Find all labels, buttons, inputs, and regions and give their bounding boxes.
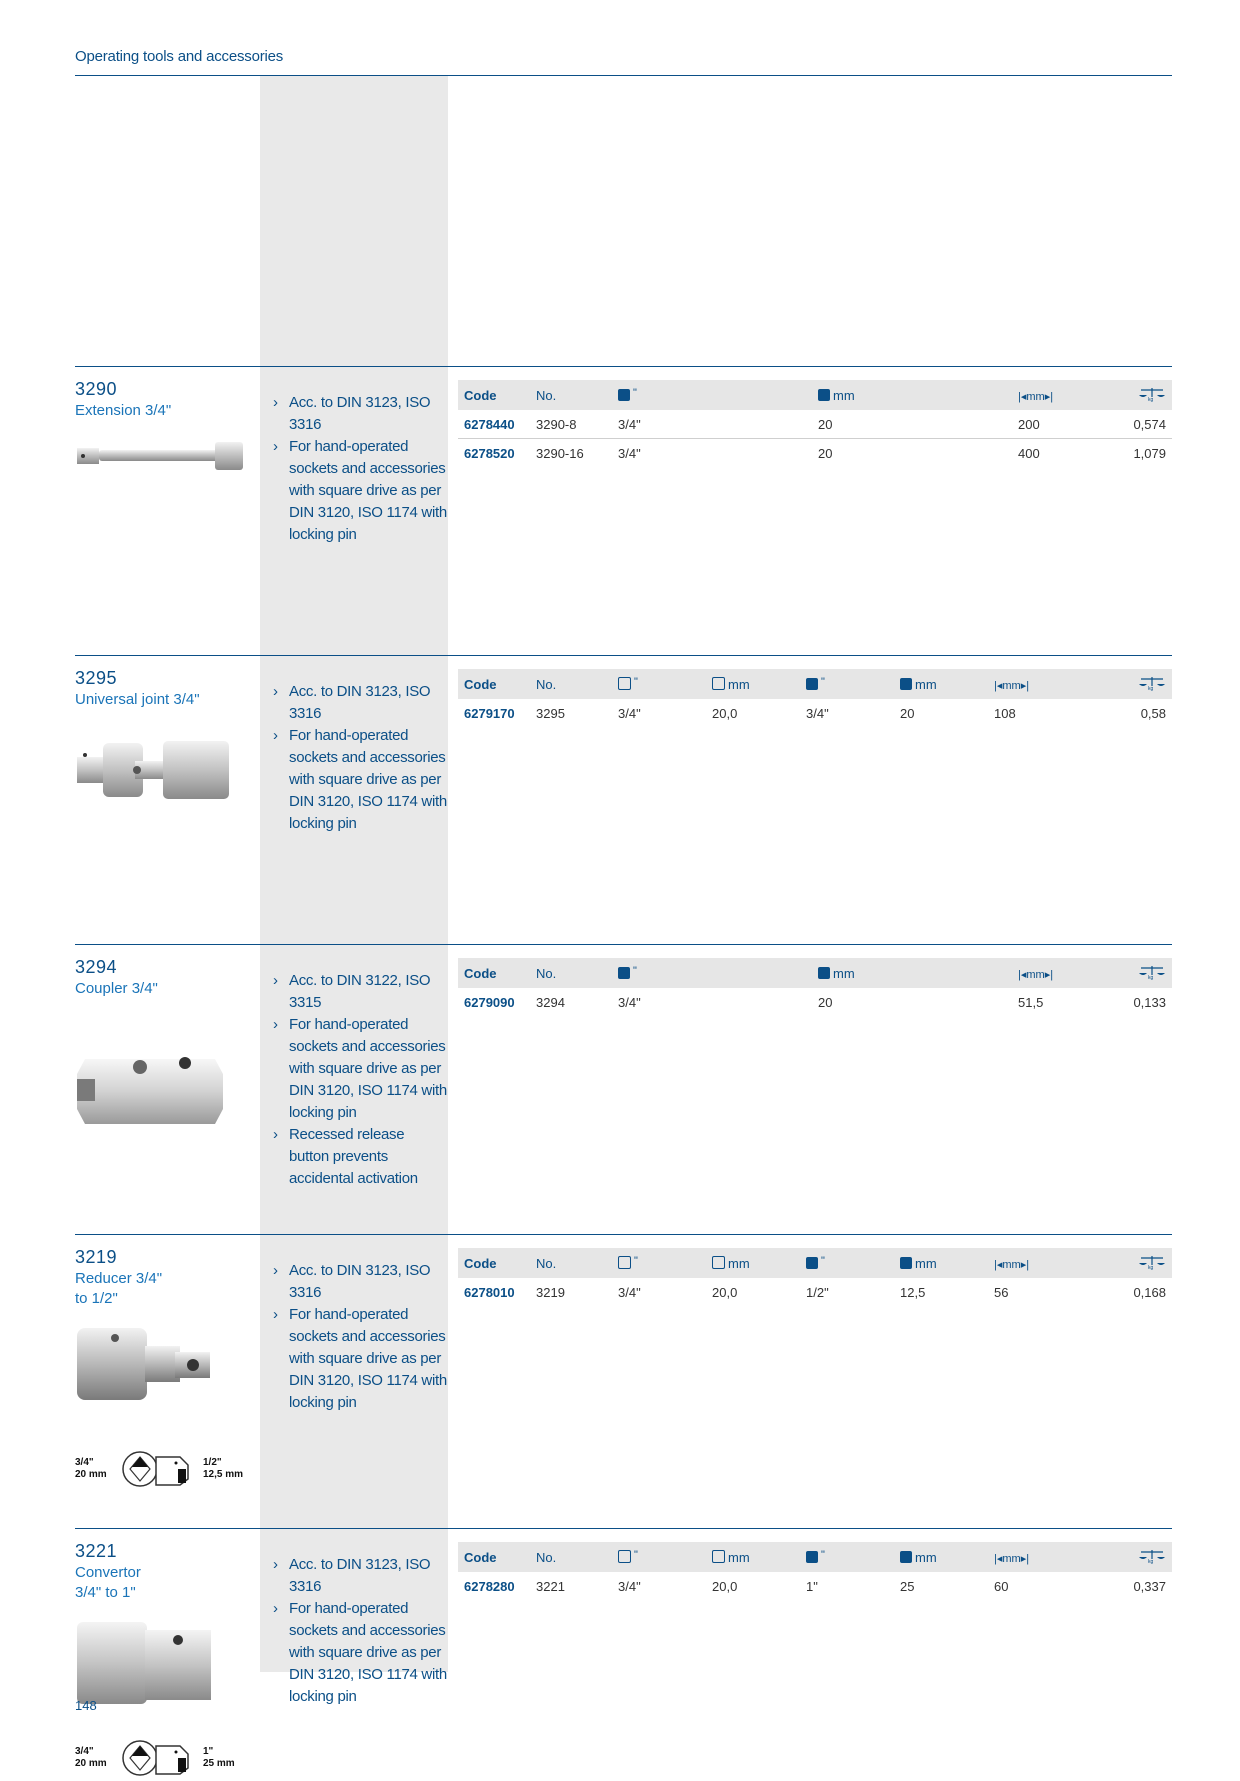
- product-number: 3290: [75, 379, 118, 399]
- length-unit-label: mm: [1002, 1258, 1021, 1271]
- col-output-mm: [812, 958, 1012, 988]
- scale-weight-icon: [1138, 964, 1166, 980]
- cell-no: 3290-8: [530, 410, 612, 439]
- chevron-right-icon: ›: [273, 683, 278, 700]
- scale-weight-icon: [1138, 675, 1166, 691]
- table-row: [458, 699, 1172, 727]
- cell-output-inch: 1": [806, 1578, 818, 1594]
- product-image: [75, 1324, 215, 1409]
- col-no: No.: [530, 958, 612, 988]
- diagram-right-inch: 1/2": [203, 1457, 222, 1468]
- feature-item: › Acc. to DIN 3123, ISO 3316: [273, 1556, 431, 1595]
- inch-unit-label: ": [634, 1255, 638, 1267]
- col-weight: [1088, 669, 1173, 699]
- col-weight: [1094, 380, 1172, 410]
- mm-unit-label: mm: [728, 1549, 750, 1565]
- svg-text:kg: kg: [1148, 1264, 1154, 1270]
- col-output-mm: [812, 380, 1012, 410]
- cell-output-inch: 1/2": [806, 1284, 829, 1300]
- spec-table: [458, 1248, 1172, 1306]
- col-output-mm: [894, 1542, 988, 1572]
- table-row: [458, 1278, 1172, 1306]
- cell-input-inch: 3/4": [618, 1578, 641, 1594]
- col-length: [988, 669, 1088, 699]
- chevron-right-icon: ›: [273, 438, 278, 455]
- feature-list: [273, 970, 448, 1190]
- col-output-inch: [800, 1248, 894, 1278]
- inch-unit-label: ": [821, 676, 825, 688]
- mm-unit-label: mm: [728, 1255, 750, 1271]
- inch-unit-label: ": [634, 1549, 638, 1561]
- cell-code: 6279170: [464, 705, 515, 721]
- table-row: [458, 1572, 1172, 1600]
- mm-unit-label: mm: [915, 1255, 937, 1271]
- length-arrow-right-icon: ▸|: [1020, 1552, 1030, 1565]
- col-weight: [1094, 958, 1172, 988]
- cell-length: 400: [1018, 445, 1040, 461]
- mm-unit-label: mm: [915, 676, 937, 692]
- filled-square-icon: [618, 389, 630, 401]
- diagram-right-mm: 25 mm: [203, 1758, 235, 1769]
- cell-input-mm: 20,0: [712, 1284, 738, 1300]
- cell-weight: 1,079: [1133, 445, 1166, 461]
- open-square-icon: [618, 1550, 631, 1563]
- cell-output-inch: 3/4": [612, 410, 812, 439]
- cell-no: 3294: [536, 994, 565, 1010]
- length-arrow-left-icon: |◂: [994, 1552, 1003, 1565]
- diagram-right-inch: 1": [203, 1746, 214, 1757]
- cell-input-mm: 20,0: [712, 1578, 738, 1594]
- feature-list: [273, 681, 448, 835]
- open-square-icon: [618, 1256, 631, 1269]
- mm-unit-label: mm: [833, 965, 855, 981]
- section-rule: [75, 655, 1172, 656]
- feature-item: › Recessed release button prevents accidental activation: [273, 1126, 418, 1187]
- feature-list: [273, 1554, 448, 1708]
- drive-conversion-icon: [120, 1449, 190, 1492]
- feature-item: › For hand-operated sockets and accessories with square drive as per DIN 3120, ISO 1174 with locking pin: [273, 1016, 447, 1121]
- product-number: 3221: [75, 1541, 118, 1561]
- scale-weight-icon: [1138, 1254, 1166, 1270]
- cell-no: 3221: [536, 1578, 565, 1594]
- chevron-right-icon: ›: [273, 394, 278, 411]
- cell-length: 108: [994, 705, 1016, 721]
- length-arrow-left-icon: |◂: [994, 679, 1003, 692]
- svg-text:kg: kg: [1148, 1558, 1154, 1564]
- cell-output-mm: 25: [900, 1578, 915, 1594]
- col-length: [1012, 380, 1094, 410]
- spec-table: [458, 958, 1172, 1016]
- cell-output-mm: 20: [812, 410, 1012, 439]
- cell-weight: 0,337: [1133, 1578, 1166, 1594]
- scale-weight-icon: [1138, 1548, 1166, 1564]
- feature-column-background: [260, 76, 448, 1672]
- col-weight: [1083, 1248, 1172, 1278]
- chevron-right-icon: ›: [273, 1262, 278, 1279]
- cell-weight: 0,168: [1133, 1284, 1166, 1300]
- spec-table: [458, 1542, 1172, 1600]
- open-square-icon: [618, 677, 631, 690]
- cell-weight: 0,133: [1133, 994, 1166, 1010]
- filled-square-icon: [806, 678, 818, 690]
- col-weight: [1083, 1542, 1172, 1572]
- inch-unit-label: ": [633, 387, 637, 399]
- col-length: [1012, 958, 1094, 988]
- page-title: Operating tools and accessories: [75, 48, 284, 65]
- col-code: Code: [458, 669, 530, 699]
- feature-item: › Acc. to DIN 3122, ISO 3315: [273, 972, 431, 1011]
- product-image: [75, 735, 235, 810]
- diagram-right-mm: 12,5 mm: [203, 1469, 244, 1480]
- product-name: Extension 3/4": [75, 402, 172, 419]
- length-arrow-left-icon: |◂: [994, 1258, 1003, 1271]
- product-name: Coupler 3/4": [75, 980, 158, 997]
- length-arrow-right-icon: ▸|: [1020, 679, 1030, 692]
- chevron-right-icon: ›: [273, 727, 278, 744]
- cell-no: 3295: [536, 705, 565, 721]
- chevron-right-icon: ›: [273, 1016, 278, 1033]
- length-arrow-right-icon: ▸|: [1020, 1258, 1030, 1271]
- filled-square-icon: [818, 967, 830, 979]
- feature-item: › Acc. to DIN 3123, ISO 3316: [273, 1262, 431, 1301]
- col-output-inch: [612, 958, 812, 988]
- chevron-right-icon: ›: [273, 1306, 278, 1323]
- cell-output-mm: 20: [818, 445, 833, 461]
- col-length: [988, 1248, 1083, 1278]
- filled-square-icon: [806, 1551, 818, 1563]
- length-unit-label: mm: [1002, 1552, 1021, 1565]
- col-input-inch: [612, 1248, 706, 1278]
- page-number: 148: [75, 1698, 97, 1713]
- filled-square-icon: [806, 1257, 818, 1269]
- inch-unit-label: ": [633, 965, 637, 977]
- filled-square-icon: [900, 1551, 912, 1563]
- svg-text:kg: kg: [1148, 685, 1154, 691]
- col-code: Code: [458, 1248, 530, 1278]
- section-rule: [75, 944, 1172, 945]
- col-no: No.: [530, 380, 612, 410]
- cell-length: 60: [994, 1578, 1009, 1594]
- col-output-inch: [612, 380, 812, 410]
- filled-square-icon: [818, 389, 830, 401]
- feature-item: › For hand-operated sockets and accessories with square drive as per DIN 3120, ISO 1174 with locking pin: [273, 438, 447, 543]
- cell-no: 3219: [536, 1284, 565, 1300]
- open-square-icon: [712, 1550, 725, 1563]
- feature-item: › Acc. to DIN 3123, ISO 3316: [273, 394, 431, 433]
- cell-no: 3290-16: [536, 445, 584, 461]
- feature-item: › For hand-operated sockets and accessories with square drive as per DIN 3120, ISO 1174 with locking pin: [273, 1600, 447, 1705]
- svg-text:kg: kg: [1148, 396, 1154, 402]
- section-rule: [75, 366, 1172, 367]
- header-rule: [75, 75, 1172, 76]
- product-image: [75, 1039, 225, 1134]
- feature-list: [273, 392, 448, 546]
- col-input-inch: [612, 1542, 706, 1572]
- inch-unit-label: ": [634, 676, 638, 688]
- length-unit-label: mm: [1026, 390, 1045, 403]
- col-input-mm: [706, 669, 800, 699]
- open-square-icon: [712, 1256, 725, 1269]
- diagram-left-inch: 3/4": [75, 1457, 94, 1468]
- col-input-mm: [706, 1248, 800, 1278]
- diagram-left-mm: 20 mm: [75, 1758, 107, 1769]
- cell-output-inch: 3/4": [618, 445, 641, 461]
- cell-code: 6278280: [464, 1578, 515, 1594]
- diagram-left-mm: 20 mm: [75, 1469, 107, 1480]
- product-number: 3295: [75, 668, 118, 688]
- length-unit-label: mm: [1002, 679, 1021, 692]
- cell-length: 200: [1012, 410, 1094, 439]
- product-name: Universal joint 3/4": [75, 691, 200, 708]
- cell-length: 56: [994, 1284, 1009, 1300]
- cell-output-inch: 3/4": [618, 994, 641, 1010]
- scale-weight-icon: [1138, 386, 1166, 402]
- filled-square-icon: [900, 1257, 912, 1269]
- chevron-right-icon: ›: [273, 1126, 278, 1143]
- spec-table: [458, 380, 1172, 467]
- col-no: No.: [530, 1542, 612, 1572]
- table-row: [458, 410, 1172, 439]
- cell-output-mm: 20: [818, 994, 833, 1010]
- col-output-mm: [894, 669, 988, 699]
- table-row: [458, 988, 1172, 1016]
- product-number: 3294: [75, 957, 118, 977]
- drive-conversion-icon: [120, 1738, 190, 1781]
- cell-weight: 0,574: [1094, 410, 1172, 439]
- cell-code: 6279090: [464, 994, 515, 1010]
- mm-unit-label: mm: [728, 676, 750, 692]
- chevron-right-icon: ›: [273, 1600, 278, 1617]
- cell-code: 6278520: [464, 445, 515, 461]
- col-input-mm: [706, 1542, 800, 1572]
- cell-code: 6278010: [464, 1284, 515, 1300]
- col-output-mm: [894, 1248, 988, 1278]
- length-arrow-left-icon: |◂: [1018, 968, 1027, 981]
- svg-text:kg: kg: [1148, 974, 1154, 980]
- cell-input-inch: 3/4": [618, 1284, 641, 1300]
- section-rule: [75, 1528, 1172, 1529]
- chevron-right-icon: ›: [273, 1556, 278, 1573]
- cell-input-mm: 20,0: [712, 705, 738, 721]
- section-rule: [75, 1234, 1172, 1235]
- feature-item: › For hand-operated sockets and accessories with square drive as per DIN 3120, ISO 1174 with locking pin: [273, 727, 447, 832]
- cell-length: 51,5: [1018, 994, 1044, 1010]
- cell-output-mm: 12,5: [900, 1284, 926, 1300]
- open-square-icon: [712, 677, 725, 690]
- product-number: 3219: [75, 1247, 118, 1267]
- length-arrow-right-icon: ▸|: [1044, 390, 1054, 403]
- filled-square-icon: [900, 678, 912, 690]
- mm-unit-label: mm: [915, 1549, 937, 1565]
- inch-unit-label: ": [821, 1549, 825, 1561]
- col-code: Code: [458, 958, 530, 988]
- mm-unit-label: mm: [833, 387, 855, 403]
- length-unit-label: mm: [1026, 968, 1045, 981]
- col-output-inch: [800, 1542, 894, 1572]
- col-code: Code: [458, 380, 530, 410]
- col-code: Code: [458, 1542, 530, 1572]
- cell-output-inch: 3/4": [806, 705, 829, 721]
- drive-size-diagram: [75, 1449, 255, 1489]
- feature-item: › Acc. to DIN 3123, ISO 3316: [273, 683, 431, 722]
- table-row: [458, 439, 1172, 468]
- col-no: No.: [530, 669, 612, 699]
- cell-weight: 0,58: [1140, 705, 1166, 721]
- feature-list: [273, 1260, 448, 1414]
- inch-unit-label: ": [821, 1255, 825, 1267]
- product-name: Reducer 3/4" to 1/2": [75, 1270, 163, 1307]
- filled-square-icon: [618, 967, 630, 979]
- feature-item: › For hand-operated sockets and accessories with square drive as per DIN 3120, ISO 1174 with locking pin: [273, 1306, 447, 1411]
- spec-table: [458, 669, 1172, 727]
- col-length: [988, 1542, 1083, 1572]
- diagram-left-inch: 3/4": [75, 1746, 94, 1757]
- col-output-inch: [800, 669, 894, 699]
- col-input-inch: [612, 669, 706, 699]
- chevron-right-icon: ›: [273, 972, 278, 989]
- length-arrow-right-icon: ▸|: [1044, 968, 1054, 981]
- length-arrow-left-icon: |◂: [1018, 390, 1027, 403]
- product-image: [75, 436, 245, 481]
- drive-size-diagram: [75, 1738, 255, 1778]
- cell-input-inch: 3/4": [618, 705, 641, 721]
- col-no: No.: [530, 1248, 612, 1278]
- cell-output-mm: 20: [900, 705, 915, 721]
- cell-code: 6278440: [458, 410, 530, 439]
- product-name: Convertor 3/4" to 1": [75, 1564, 141, 1601]
